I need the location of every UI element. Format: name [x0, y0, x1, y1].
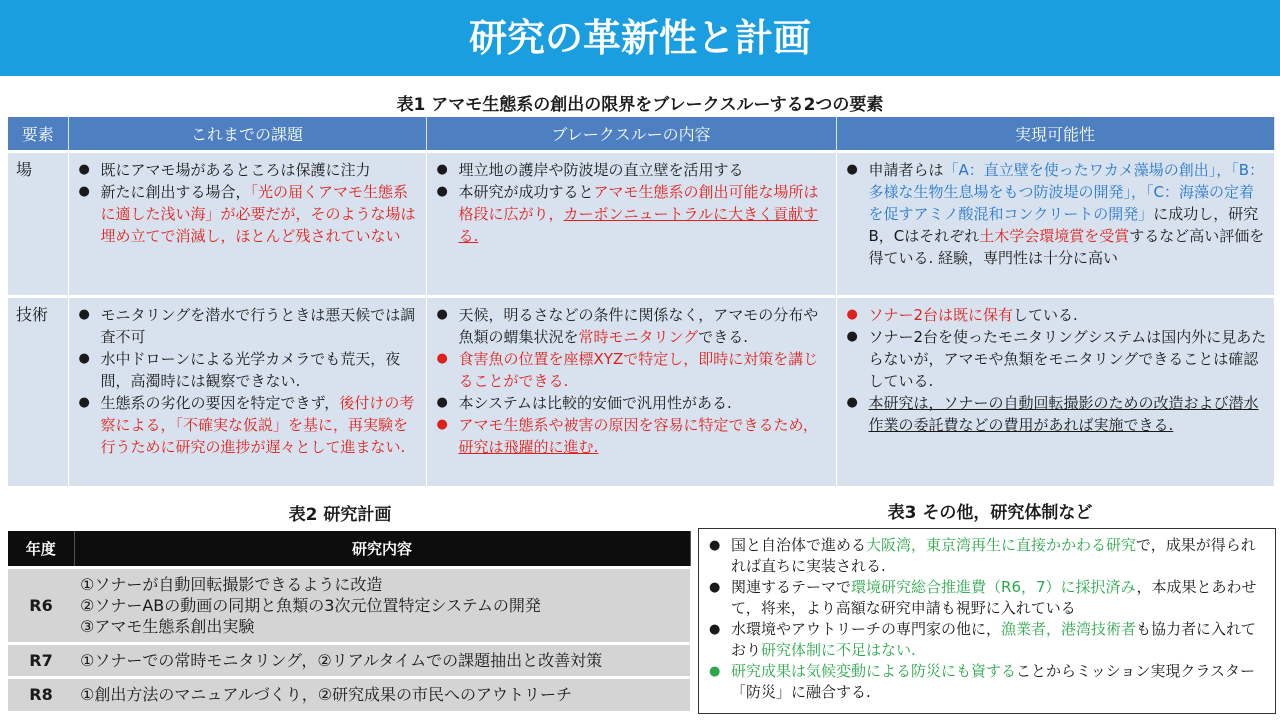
text-run: 関連するテーマで: [731, 578, 852, 596]
list-item: [843, 326, 1268, 392]
breakthrough-table: [8, 117, 1275, 486]
cell-feasibility-place: [836, 151, 1274, 296]
bullet-icon: ●: [436, 416, 448, 432]
text-run: 環境研究総合推進費（R6，7）に採択済み: [851, 578, 1137, 596]
text-run: に成功し，研究B，Cはそれぞれ: [868, 204, 1259, 245]
text-run: 「光の届くアマモ生態系に適した浅い海」が必要だが，そのような場は埋め立てで消滅し，ほとんど残されていない: [100, 182, 416, 245]
text-run: 生態系の劣化の要因を特定できず，: [100, 393, 340, 412]
text-run: している.: [1013, 305, 1078, 324]
header-breakthrough: ブレークスルーの内容: [426, 117, 836, 151]
bullet-icon: ●: [709, 664, 721, 679]
list-item: [705, 535, 1269, 577]
bullet-icon: ●: [78, 161, 90, 177]
text-run: 国と自治体で進める: [731, 536, 867, 554]
text-run: 研究成果は気候変動による防災にも資する: [731, 662, 1017, 680]
list-item: [705, 619, 1269, 661]
bullet-list: [705, 535, 1269, 703]
text-run: できる.: [698, 327, 748, 346]
list-item: [433, 414, 830, 458]
text-run: ソナー2台を使ったモニタリングシステムは国内外に見あたらないが，アマモや魚類をモニタリングできることは確認している.: [868, 327, 1267, 390]
table-row-place: [8, 151, 1274, 296]
bullet-icon: ●: [846, 328, 858, 344]
table2-caption: 表2 研究計画: [288, 505, 392, 525]
table1-caption: 表1 アマモ生態系の創出の限界をブレークスルーする2つの要素: [396, 95, 884, 115]
bullet-list: [75, 159, 420, 247]
header-research-content: 研究内容: [74, 531, 690, 567]
year-cell: R7: [8, 643, 74, 677]
list-item: [433, 304, 830, 348]
text-run: 常時モニタリング: [578, 327, 699, 346]
bullet-icon: ●: [78, 394, 90, 410]
text-run: 本研究は，ソナーの自動回転撮影のための改造および潜水作業の委託費などの費用があれば実施できる.: [868, 393, 1259, 434]
bullet-icon: ●: [436, 350, 448, 366]
list-item: [433, 159, 830, 181]
header-feasibility: 実現可能性: [836, 117, 1274, 151]
text-run: 漁業者，港湾技術者: [1001, 620, 1137, 638]
list-item: [75, 181, 420, 247]
bullet-icon: ●: [436, 183, 448, 199]
bullet-list: [433, 159, 830, 247]
text-run: 食害魚の位置を座標XYZで特定し，即時に対策を講じることができる.: [458, 349, 819, 390]
list-item: [433, 181, 830, 247]
plan-line: ①創出方法のマニュアルづくり，②研究成果の市民へのアウトリーチ: [80, 685, 573, 705]
text-run: 研究体制に不足はない.: [761, 641, 916, 659]
text-run: ソナー2台は既に保有: [868, 305, 1014, 324]
list-item: [75, 348, 420, 392]
research-plan-table: [8, 531, 691, 711]
header-element: 要素: [8, 117, 68, 151]
plan-line: ②ソナーABの動画の同期と魚類の3次元位置特定システムの開発: [80, 595, 541, 615]
table2-header-row: [8, 531, 690, 567]
list-item: [75, 392, 420, 458]
table-row: [8, 677, 690, 711]
bullet-icon: ●: [436, 306, 448, 322]
content-cell: [74, 677, 690, 711]
plan-line: ①ソナーが自動回転撮影できるように改造: [80, 574, 383, 594]
text-run: 本システムは比較的安価で汎用性がある.: [458, 393, 732, 412]
cell-breakthrough-place: [426, 151, 836, 296]
plan-line: ③アマモ生態系創出実験: [80, 616, 255, 636]
table-row: [8, 567, 690, 643]
text-run: モニタリングを潜水で行うときは悪天候では調査不可: [100, 305, 416, 346]
text-run: 水環境やアウトリーチの専門家の他に，: [731, 620, 1002, 638]
text-run: 申請者らは: [868, 160, 944, 179]
row-label-technology: 技術: [8, 296, 68, 486]
bullet-icon: ●: [846, 306, 858, 322]
row-label-place: 場: [8, 151, 68, 296]
bullet-list: [843, 159, 1268, 269]
table-row-technology: [8, 296, 1274, 486]
table-row: [8, 643, 690, 677]
text-run: カーボンニュートラルに大きく貢献する.: [458, 204, 819, 245]
slide-title: 研究の革新性と計画: [0, 0, 1280, 76]
text-run: アマモ生態系の創出可能な場所は格段に広がり，: [458, 182, 819, 223]
list-item: [843, 392, 1268, 436]
bullet-icon: ●: [436, 394, 448, 410]
bullet-list: [75, 304, 420, 458]
text-run: 大阪湾，東京湾再生に直接かかわる研究: [866, 536, 1137, 554]
bullet-icon: ●: [436, 161, 448, 177]
cell-challenges-place: [68, 151, 426, 296]
text-run: 既にアマモ場があるところは保護に注力: [100, 160, 371, 179]
list-item: [843, 304, 1268, 326]
text-run: 水中ドローンによる光学カメラでも荒天，夜間，高濁時には観察できない.: [100, 349, 401, 390]
list-item: [843, 159, 1268, 269]
list-item: [433, 348, 830, 392]
bullet-icon: ●: [846, 161, 858, 177]
text-run: 後付けの考察による，「不確実な仮説」を基に，再実験を行うために研究の進捗が遅々として進まない.: [100, 393, 415, 456]
year-cell: R6: [8, 567, 74, 643]
table3-caption: 表3 その他，研究体制など: [887, 503, 1093, 523]
text-run: も協力者に入れており: [731, 620, 1257, 659]
text-run: アマモ生態系や被害の原因を容易に特定できるため，: [458, 415, 818, 434]
text-run: 埋立地の護岸や防波堤の直立壁を活用する: [458, 160, 744, 179]
header-challenges: これまでの課題: [68, 117, 426, 151]
bullet-icon: ●: [78, 183, 90, 199]
bullet-icon: ●: [709, 580, 721, 595]
bullet-icon: ●: [709, 538, 721, 553]
bullet-list: [843, 304, 1268, 436]
text-run: するなど高い評価を得ている. 経験，専門性は十分に高い: [868, 226, 1265, 267]
text-run: ことからミッション実現クラスター「防災」に融合する.: [731, 662, 1255, 701]
list-item: [433, 392, 830, 414]
table1-header-row: [8, 117, 1274, 151]
plan-line: ①ソナーでの常時モニタリング，②リアルタイムでの課題抽出と改善対策: [80, 650, 603, 670]
cell-breakthrough-technology: [426, 296, 836, 486]
bullet-icon: ●: [78, 350, 90, 366]
text-run: 研究は飛躍的に進む.: [458, 437, 599, 456]
content-cell: [74, 567, 690, 643]
text-run: 土木学会環境賞を受賞: [979, 226, 1130, 245]
list-item: [75, 304, 420, 348]
text-run: 「A：直立壁を使ったワカメ藻場の創出」，「B：多様な生物生息場をもつ防波堤の開発」，「C：海藻の定着を促すアミノ酸混和コンクリートの開発」: [868, 160, 1265, 223]
text-run: ，本成果とあわせて，将来，より高額な研究申請も視野に入れている: [731, 578, 1257, 617]
research-structure-box: [698, 528, 1276, 714]
header-year: 年度: [8, 531, 74, 567]
cell-feasibility-technology: [836, 296, 1274, 486]
text-run: 新たに創出する場合，: [100, 182, 251, 201]
cell-challenges-technology: [68, 296, 426, 486]
content-cell: [74, 643, 690, 677]
text-run: で，成果が得られれば直ちに実装される.: [731, 536, 1256, 575]
year-cell: R8: [8, 677, 74, 711]
bullet-list: [433, 304, 830, 458]
list-item: [75, 159, 420, 181]
bullet-icon: ●: [78, 306, 90, 322]
bullet-icon: ●: [709, 622, 721, 637]
text-run: 天候，明るさなどの条件に関係なく，アマモの分布や魚類の蝟集状況を: [458, 305, 819, 346]
text-run: 本研究が成功すると: [458, 182, 594, 201]
list-item: [705, 577, 1269, 619]
list-item: [705, 661, 1269, 703]
bullet-icon: ●: [846, 394, 858, 410]
